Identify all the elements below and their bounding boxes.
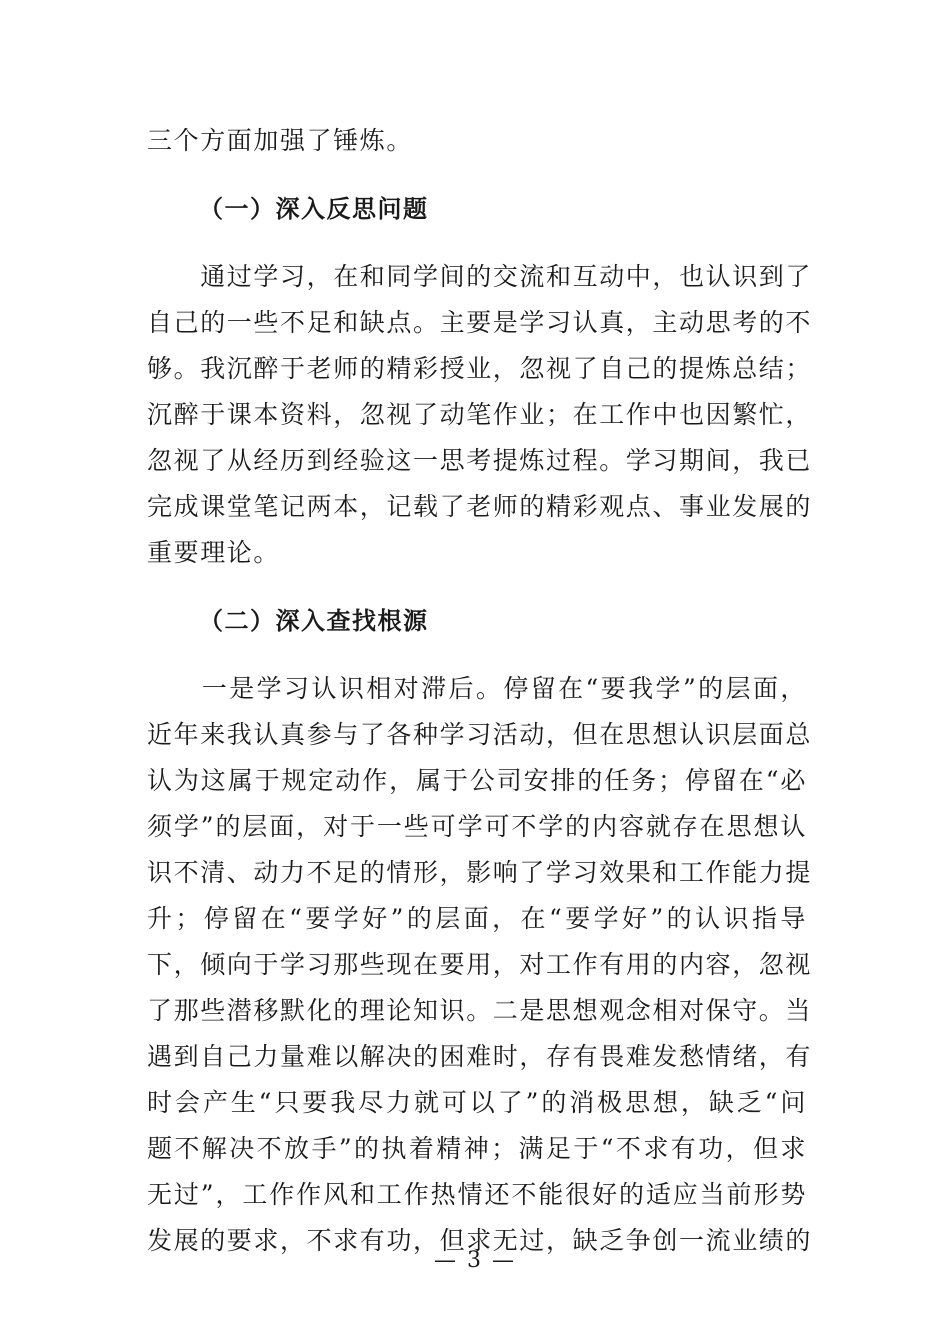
text-line: 识不清、动力不足的情形，影响了学习效果和工作能力提	[147, 858, 813, 887]
text-line: 一是学习认识相对滞后。停留在“要我学”的层面，	[147, 674, 807, 703]
text-line: 认为这属于规定动作，属于公司安排的任务；停留在“必	[147, 766, 807, 795]
text-line: 发展的要求，不求有功，但求无过，缺乏争创一流业绩的	[147, 1226, 813, 1255]
text-line: 忽视了从经历到经验这一思考提炼过程。学习期间，我已	[147, 446, 813, 475]
paragraph	[147, 666, 813, 1264]
section-heading: （一）深入反思问题	[199, 195, 429, 223]
paragraph	[147, 254, 813, 576]
text-line: 自己的一些不足和缺点。主要是学习认真，主动思考的不	[147, 308, 813, 337]
text-line: 下，倾向于学习那些现在要用，对工作有用的内容，忽视	[147, 950, 813, 979]
text-line: 了那些潜移默化的理论知识。二是思想观念相对保守。当	[147, 996, 813, 1025]
text-line: 须学”的层面，对于一些可学可不学的内容就存在思想认	[147, 812, 807, 841]
document-body	[147, 118, 813, 1286]
text-line: 通过学习，在和同学间的交流和互动中，也认识到了	[147, 262, 813, 291]
text-line: 近年来我认真参与了各种学习活动，但在思想认识层面总	[147, 720, 813, 749]
text-line: 完成课堂笔记两本，记载了老师的精彩观点、事业发展的	[147, 492, 813, 521]
text-line: 时会产生“只要我尽力就可以了”的消极思想，缺乏“问	[147, 1088, 807, 1117]
page-number: — 3 —	[434, 1248, 516, 1273]
text-line: 沉醉于课本资料，忽视了动笔作业；在工作中也因繁忙，	[147, 400, 813, 429]
text-line: 遇到自己力量难以解决的困难时，存有畏难发愁情绪，有	[147, 1042, 813, 1071]
section-heading: （二）深入查找根源	[199, 607, 429, 635]
text-line: 升；停留在“要学好”的层面，在“要学好”的认识指导	[147, 904, 807, 933]
text-line: 重要理论。	[147, 538, 281, 567]
paragraph	[147, 118, 807, 164]
text-line: 三个方面加强了锤炼。	[147, 126, 414, 155]
text-line: 题不解决不放手”的执着精神；满足于“不求有功，但求	[147, 1134, 807, 1163]
text-line: 无过”，工作作风和工作热情还不能很好的适应当前形势	[147, 1180, 807, 1209]
text-line: 够。我沉醉于老师的精彩授业，忽视了自己的提炼总结；	[147, 354, 813, 383]
